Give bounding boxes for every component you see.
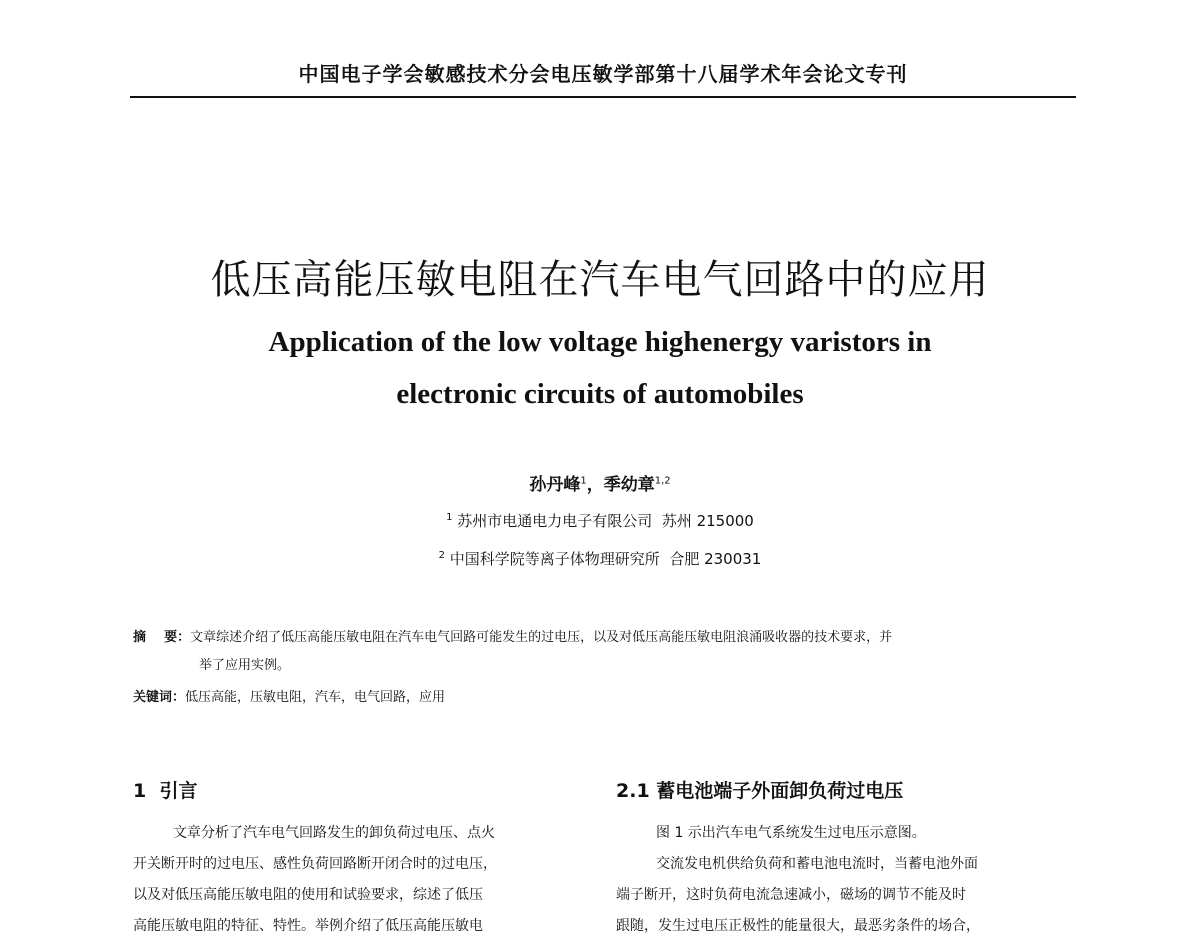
journal-header: 中国电子学会敏感技术分会电压敏学部第十八届学术年会论文专刊: [298, 62, 908, 86]
affiliation-mark: 2: [438, 550, 445, 561]
body-text-line: 端子断开，这时负荷电流急速减小，磁场的调节不能及时: [616, 887, 966, 903]
author-name: 孙丹峰: [529, 475, 581, 495]
affiliation-2: [0, 548, 1200, 569]
author-affiliation-mark: 1: [580, 475, 587, 487]
abstract-text: 文章综述介绍了低压高能压敏电阻在汽车电气回路可能发生的过电压，以及对低压高能压敏电阻浪涌吸收器的技术要求，并: [190, 630, 893, 645]
section-heading-2-1: 2.1 蓄电池端子外面卸负荷过电压: [616, 780, 904, 802]
paper-title-english-line1: Application of the low voltage highenergy varistors in: [268, 326, 932, 358]
body-text-line: 图 1 示出汽车电气系统发生过电压示意图。: [656, 825, 926, 841]
keywords-label: 关键词：: [133, 690, 186, 705]
body-text-line: 文章分析了汽车电气回路发生的卸负荷过电压、点火: [173, 825, 495, 841]
body-text-line: 以及对低压高能压敏电阻的使用和试验要求，综述了低压: [133, 887, 483, 903]
body-column-right: [616, 818, 1076, 942]
body-text-line: 交流发电机供给负荷和蓄电池电流时，当蓄电池外面: [656, 856, 978, 872]
section-heading-introduction: 1 引言: [133, 780, 198, 802]
abstract: [133, 624, 1083, 680]
affiliation-mark: 1: [446, 512, 453, 523]
paper-title-english-line2: electronic circuits of automobiles: [396, 378, 804, 410]
body-text-line: 跟随，发生过电压正极性的能量很大，最恶劣条件的场合，: [616, 918, 980, 934]
affiliation-text: 中国科学院等离子体物理研究所 合肥 230031: [449, 550, 762, 568]
author-list: [0, 470, 1200, 495]
keywords: [133, 686, 1083, 710]
keywords-text: 低压高能，压敏电阻，汽车，电气回路，应用: [185, 690, 446, 705]
affiliation-1: [0, 510, 1200, 531]
author-separator: ，: [586, 475, 604, 495]
abstract-label: 摘 要：: [133, 630, 191, 645]
header-rule: [130, 96, 1076, 98]
body-column-left: [133, 818, 593, 942]
author-name: 季幼章: [603, 475, 655, 495]
body-text-line: 高能压敏电阻的特征、特性。举例介绍了低压高能压敏电: [133, 918, 483, 934]
affiliation-text: 苏州市电通电力电子有限公司 苏州 215000: [457, 512, 754, 530]
abstract-line: [133, 624, 1083, 652]
abstract-line: 举了应用实例。: [199, 658, 291, 673]
body-text-line: 开关断开时的过电压、感性负荷回路断开闭合时的过电压，: [133, 856, 497, 872]
paper-title-chinese: 低压高能压敏电阻在汽车电气回路中的应用: [210, 257, 990, 303]
author-affiliation-mark: 1,2: [654, 475, 671, 487]
